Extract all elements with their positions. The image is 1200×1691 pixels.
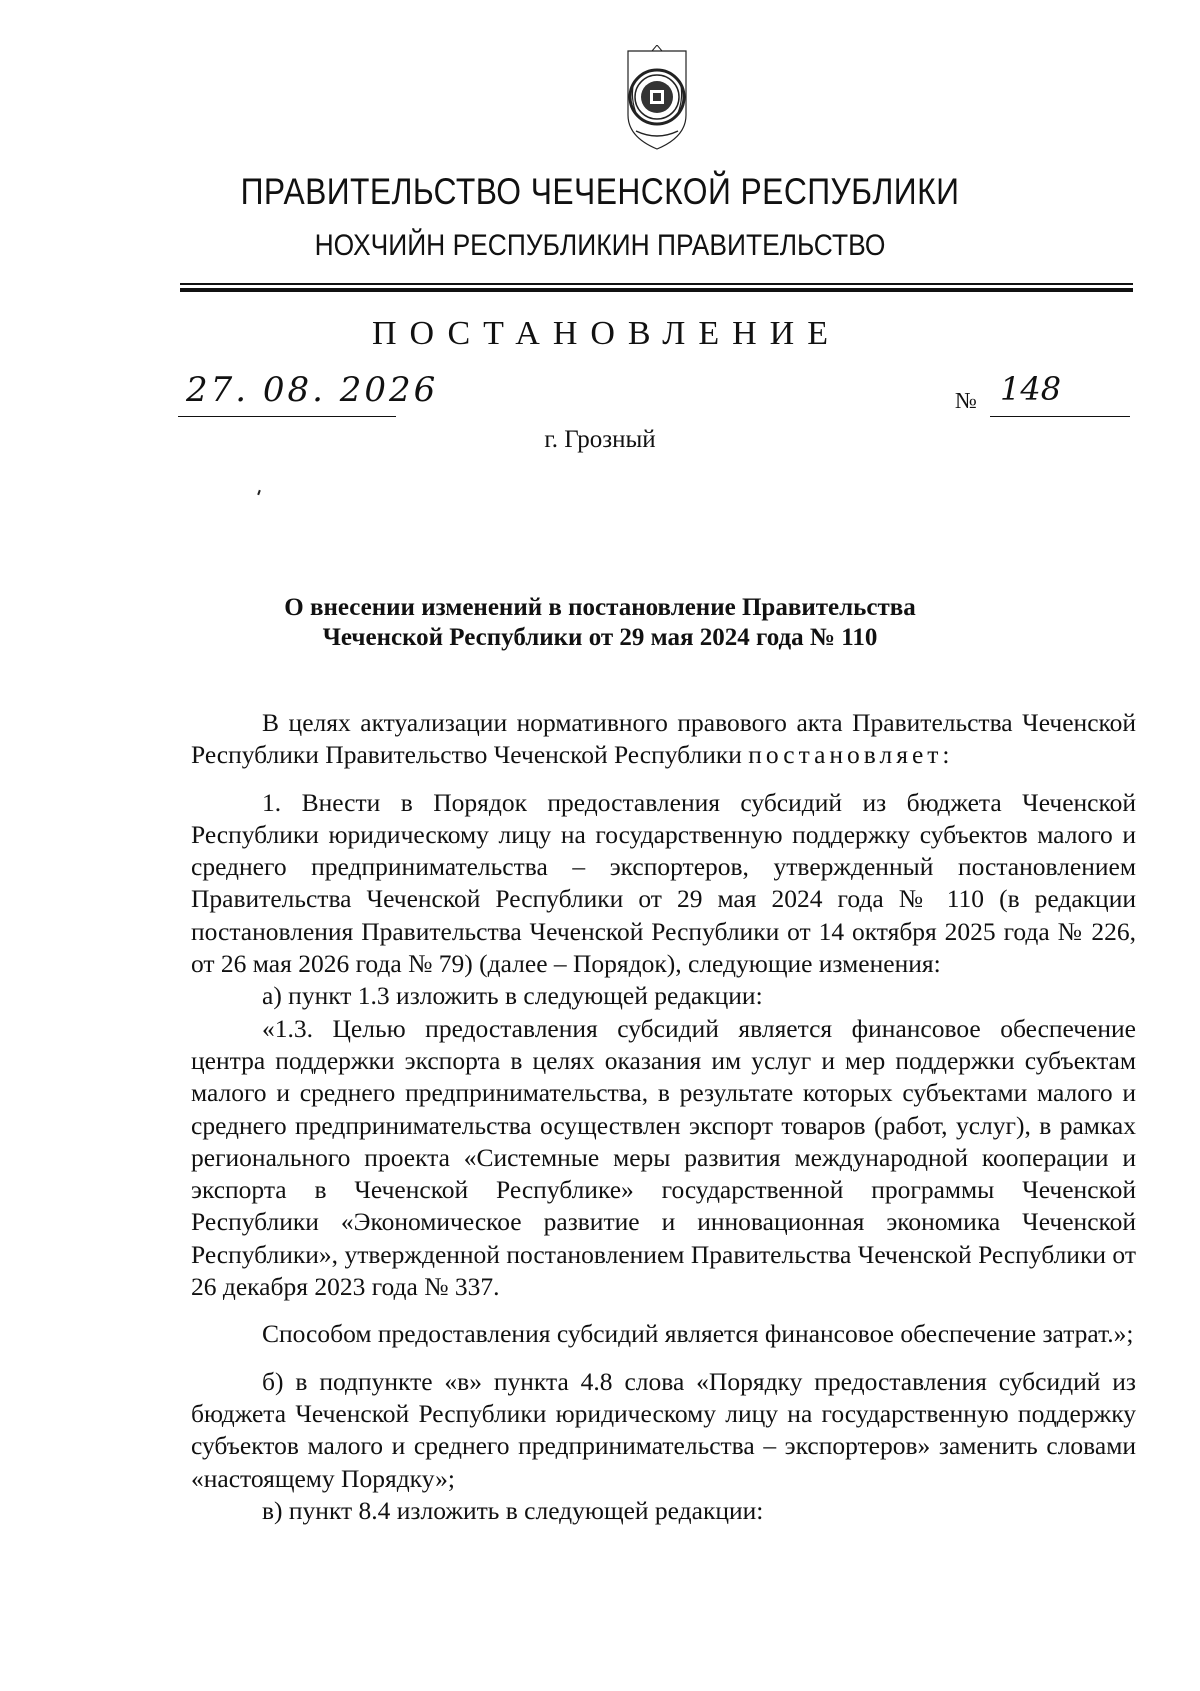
intro-paragraph — [191, 707, 1136, 772]
document-type: ПОСТАНОВЛЕНИЕ — [371, 315, 842, 352]
document-number: 148 — [1000, 370, 1062, 408]
intro-text: В целях актуализации нормативного правового акта Правительства Чеченской Республики Правительство Чеченской Республики — [191, 708, 1136, 770]
coat-of-arms-icon — [612, 45, 702, 155]
method-paragraph: Способом предоставления субсидий является финансовое обеспечение затрат.»; — [262, 1319, 1134, 1349]
item-b-paragraph: б) в подпункте «в» пункта 4.8 слова «Порядку предоставления субсидий из бюджета Чеченской Республики юридическому лицу на государственную поддержку субъектов малого и среднего предпринимательства – экспортеров» заменить словами «настоящему Порядку»; — [191, 1366, 1136, 1493]
item-1-paragraph: 1. Внести в Порядок предоставления субсидий из бюджета Чеченской Республики юридическому лицу на государственную поддержку субъектов малого и среднего предпринимательства – экспортеров, утвержденный постановлением Правительства Чеченской Республики от 29 мая 2024 года № 110 (в редакции постановления Правительства Чеченской Республики от 14 октября 2025 года № 226, от 26 мая 2026 года № 79) (далее – Порядок), следующие изменения: — [191, 787, 1136, 979]
document-date: 27. 08. 2026 — [186, 370, 439, 410]
date-underline — [178, 416, 396, 417]
document-city: г. Грозный — [544, 426, 656, 453]
header-divider-thin — [180, 283, 1133, 285]
document-heading — [0, 593, 1200, 653]
number-sign: № — [955, 388, 977, 413]
item-a-paragraph: а) пункт 1.3 изложить в следующей редакции: — [262, 981, 763, 1011]
item-v-paragraph: в) пункт 8.4 изложить в следующей редакции: — [262, 1495, 764, 1525]
intro-keyword: постановляет: — [748, 740, 954, 770]
government-name-russian: ПРАВИТЕЛЬСТВО ЧЕЧЕНСКОЙ РЕСПУБЛИКИ — [240, 171, 960, 212]
header-divider-thick — [180, 288, 1133, 292]
heading-line-1: О внесении изменений в постановление Правительства — [284, 594, 916, 621]
stray-mark — [257, 490, 261, 495]
quote-1-3-paragraph: «1.3. Целью предоставления субсидий является финансовое обеспечение центра поддержки экспорта в целях оказания им услуг и мер поддержки субъектам малого и среднего предпринимательства, в результате которых субъектами малого и среднего предпринимательства осуществлен экспорт товаров (работ, услуг), в рамках регионального проекта «Системные меры развития международной кооперации и экспорта в Чеченской Республике» государственной программы Чеченской Республики «Экономическое развитие и инновационная экономика Чеченской Республики», утвержденной постановлением Правительства Чеченской Республики от 26 декабря 2023 года № 337. — [191, 1013, 1136, 1302]
number-underline — [990, 416, 1130, 417]
document-body — [191, 707, 1136, 1527]
heading-line-2: Чеченской Республики от 29 мая 2024 года № 110 — [322, 624, 878, 651]
government-name-chechen: НОХЧИЙН РЕСПУБЛИКИН ПРАВИТЕЛЬСТВО — [314, 229, 886, 262]
